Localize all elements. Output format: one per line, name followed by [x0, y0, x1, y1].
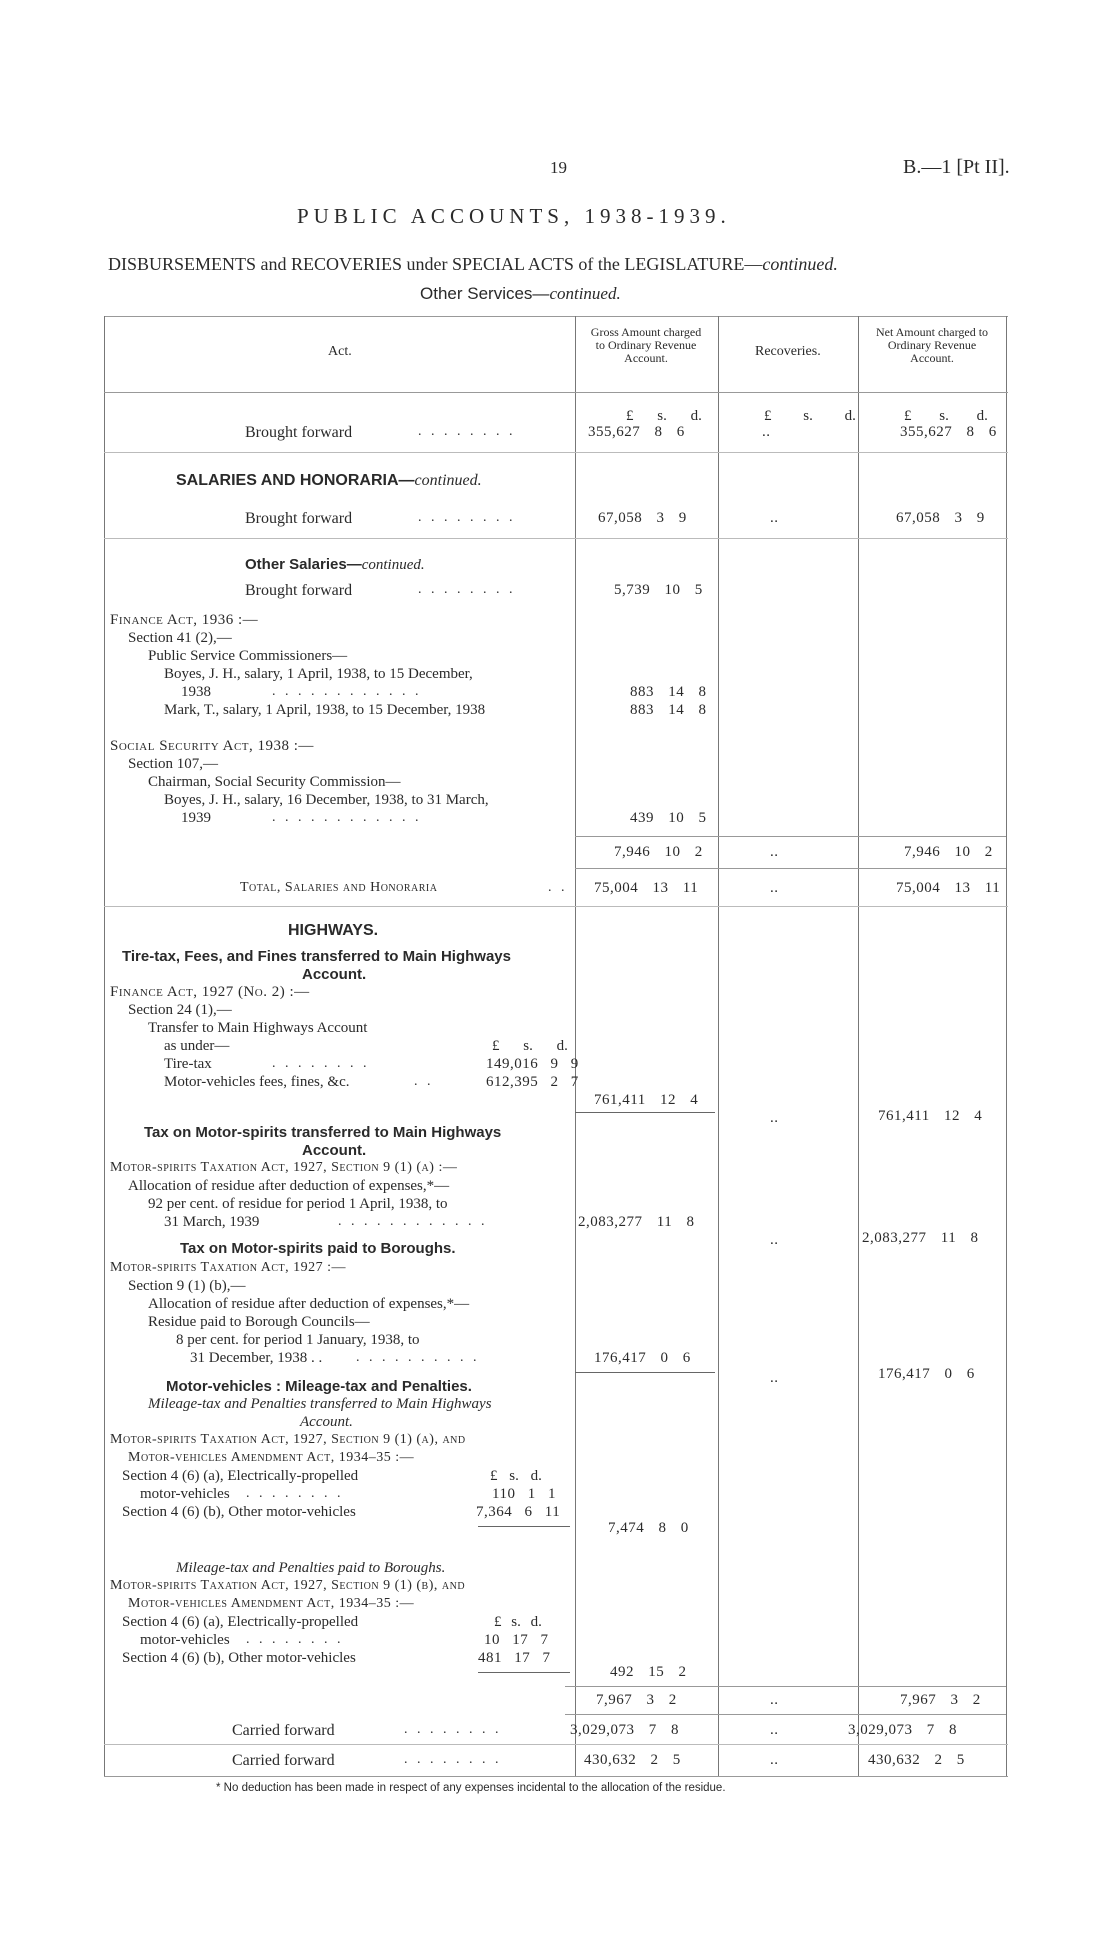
leader-dots: . . . . . . . . — [272, 1056, 370, 1071]
page-subtitle: DISBURSEMENTS and RECOVERIES under SPECIAL ACTS of the LEGISLATURE—continued. — [108, 254, 838, 274]
mileage-boroughs-subheading: Mileage-tax and Penalties paid to Boroughs. — [176, 1560, 446, 1576]
mileage-boroughs-s4b-amount: 481 17 7 — [478, 1650, 551, 1666]
salaries-brought-forward-recoveries: .. — [770, 510, 779, 526]
social-security-act: Social Security Act, 1938 :— — [110, 738, 314, 754]
salaries-total-label: Total, Salaries and Honoraria — [240, 880, 438, 895]
finance-act-1927-section: Section 24 (1),— — [128, 1002, 232, 1018]
amount-rule — [478, 1526, 570, 1527]
table-right-border — [1006, 316, 1007, 1776]
table-bottom-border — [104, 1776, 1008, 1777]
column-divider-act — [575, 316, 576, 1776]
motor-spirits-period: 31 March, 1939 — [164, 1214, 260, 1230]
finance-act-1927: Finance Act, 1927 (No. 2) :— — [110, 984, 310, 1000]
boyes-salary-line: Boyes, J. H., salary, 1 April, 1938, to 15 December, — [164, 666, 473, 682]
ssa-boyes-line: Boyes, J. H., salary, 16 December, 1938, to 31 March, — [164, 792, 489, 808]
ssa-section: Section 107,— — [128, 756, 218, 772]
mileage-tax-act: Motor-spirits Taxation Act, 1927, Section 9 (1) (a), and — [110, 1432, 466, 1447]
mileage-boroughs-gross: 492 15 2 — [610, 1664, 687, 1680]
mileage-boroughs-s4a-vehicles: motor-vehicles — [140, 1632, 230, 1648]
leader-dots: . . . . . . . . — [418, 510, 516, 525]
mileage-tax-subheading-account: Account. — [300, 1414, 353, 1430]
brought-forward-label: Brought forward — [245, 424, 353, 441]
subtotal-rule — [575, 868, 1006, 869]
motor-spirits-act: Motor-spirits Taxation Act, 1927, Section 9 (1) (a) :— — [110, 1160, 458, 1175]
page-number: 19 — [550, 158, 567, 177]
brought-forward-net: 355,627 8 6 — [900, 424, 997, 440]
document-reference: B.—1 [Pt II]. — [903, 156, 1010, 178]
mileage-boroughs-amendment-act: Motor-vehicles Amendment Act, 1934–35 :— — [128, 1596, 415, 1611]
motor-spirits-boroughs-allocation: Allocation of residue after deduction of expenses,*— — [148, 1296, 470, 1312]
mark-salary-amount: 883 14 8 — [630, 702, 707, 718]
section-title: Other Services—continued. — [420, 284, 621, 303]
salaries-subtotal-net: 7,946 10 2 — [904, 844, 993, 860]
column-header-gross: Gross Amount charged to Ordinary Revenue Account. — [590, 325, 702, 365]
amount-rule — [575, 1112, 715, 1113]
highways-heading: HIGHWAYS. — [288, 922, 379, 939]
tire-net: 761,411 12 4 — [878, 1108, 983, 1124]
brought-forward-gross: 355,627 8 6 — [588, 424, 685, 440]
tire-tax-heading: Tire-tax, Fees, and Fines transferred to Main Highways — [122, 948, 511, 965]
mileage-boroughs-act: Motor-spirits Taxation Act, 1927, Section 9 (1) (b), and — [110, 1578, 466, 1593]
other-salaries-heading: Other Salaries—continued. — [245, 556, 425, 573]
salaries-total-recoveries: .. — [770, 880, 779, 896]
mileage-tax-heading: Motor-vehicles : Mileage-tax and Penalties. — [166, 1378, 472, 1395]
mileage-tax-s4b-amount: 7,364 6 11 — [476, 1504, 561, 1520]
leader-dots: . . — [414, 1074, 434, 1089]
motor-spirits-percent: 92 per cent. of residue for period 1 April, 1938, to — [148, 1196, 448, 1212]
row-separator — [104, 906, 1008, 907]
leader-dots: . . . . . . . . — [246, 1486, 344, 1501]
motor-fees-label: Motor-vehicles fees, fines, &c. — [164, 1074, 350, 1090]
motor-spirits-gross: 2,083,277 11 8 — [578, 1214, 695, 1230]
other-salaries-brought-forward-label: Brought forward — [245, 582, 353, 599]
leader-dots: . . . . . . . . — [418, 582, 516, 597]
motor-fees-amount: 612,395 2 7 — [486, 1074, 579, 1090]
salaries-subtotal-gross: 7,946 10 2 — [614, 844, 703, 860]
units-net: £ s. d. — [904, 408, 988, 424]
motor-spirits-heading-account: Account. — [302, 1142, 367, 1159]
carried-forward-net: 430,632 2 5 — [868, 1752, 965, 1768]
psc-label: Public Service Commissioners— — [148, 648, 348, 664]
table-left-border — [104, 316, 105, 1776]
mileage-tax-subheading: Mileage-tax and Penalties transferred to Main Highways — [148, 1396, 492, 1412]
tire-tax-amount: 149,016 9 9 — [486, 1056, 579, 1072]
mileage-tax-gross: 7,474 8 0 — [608, 1520, 689, 1536]
subtotal-rule — [565, 1714, 1006, 1715]
row-separator — [104, 538, 1008, 539]
motor-spirits-boroughs-heading: Tax on Motor-spirits paid to Boroughs. — [180, 1240, 456, 1257]
mileage-tax-s4a-vehicles: motor-vehicles — [140, 1486, 230, 1502]
leader-dots: . . . . . . . . — [404, 1752, 502, 1767]
motor-spirits-boroughs-period: 31 December, 1938 . . — [190, 1350, 323, 1366]
mark-salary-line: Mark, T., salary, 1 April, 1938, to 15 December, 1938 — [164, 702, 486, 718]
boyes-salary-amount: 883 14 8 — [630, 684, 707, 700]
subtotal-rule — [565, 1686, 1006, 1687]
salaries-brought-forward-label: Brought forward — [245, 510, 353, 527]
motor-spirits-boroughs-act: Motor-spirits Taxation Act, 1927 :— — [110, 1260, 347, 1275]
page-title: PUBLIC ACCOUNTS, 1938-1939. — [297, 204, 731, 228]
mileage-tax-s4a: Section 4 (6) (a), Electrically-propelled — [122, 1468, 359, 1484]
column-header-recoveries: Recoveries. — [755, 344, 821, 359]
mileage-subtotal-recoveries: .. — [770, 1692, 779, 1708]
row-separator — [104, 452, 1008, 453]
carried-forward-recoveries: .. — [770, 1752, 779, 1768]
column-header-act: Act. — [328, 344, 352, 359]
motor-spirits-boroughs-percent: 8 per cent. for period 1 January, 1938, to — [176, 1332, 420, 1348]
brought-forward-recoveries: .. — [762, 424, 771, 440]
tire-gross: 761,411 12 4 — [594, 1092, 699, 1108]
ssa-chairman: Chairman, Social Security Commission— — [148, 774, 401, 790]
carried-forward-gross: 3,029,073 7 8 — [570, 1722, 679, 1738]
carried-forward-label: Carried forward — [232, 1722, 335, 1739]
leader-dots: . . . . . . . . . . — [356, 1350, 480, 1365]
mileage-boroughs-s4a: Section 4 (6) (a), Electrically-propelled — [122, 1614, 359, 1630]
column-divider-gross — [718, 316, 719, 1776]
salaries-heading: SALARIES AND HONORARIA—continued. — [176, 472, 482, 489]
units-gross: £ s. d. — [626, 408, 702, 424]
motor-spirits-heading: Tax on Motor-spirits transferred to Main Highways — [144, 1124, 502, 1141]
subtotal-rule — [575, 836, 1006, 837]
ssa-boyes-year: 1939 — [181, 810, 211, 826]
table-top-border — [104, 316, 1008, 317]
amount-rule — [575, 1372, 715, 1373]
finance-act-1936: Finance Act, 1936 :— — [110, 612, 259, 628]
salaries-total-net: 75,004 13 11 — [896, 880, 1001, 896]
other-salaries-brought-forward-gross: 5,739 10 5 — [614, 582, 703, 598]
leader-dots: . . . . . . . . . . . . — [338, 1214, 488, 1229]
salaries-brought-forward-gross: 67,058 3 9 — [598, 510, 687, 526]
motor-spirits-recoveries: .. — [770, 1232, 779, 1248]
leader-dots: . . . . . . . . . . . . — [272, 684, 422, 699]
motor-spirits-boroughs-section: Section 9 (1) (b),— — [128, 1278, 246, 1294]
leader-dots: . . . . . . . . — [418, 424, 516, 439]
mileage-tax-s4b: Section 4 (6) (b), Other motor-vehicles — [122, 1504, 356, 1520]
leader-dots: . . . . . . . . — [246, 1632, 344, 1647]
ssa-boyes-amount: 439 10 5 — [630, 810, 707, 826]
mileage-tax-amendment-act: Motor-vehicles Amendment Act, 1934–35 :— — [128, 1450, 415, 1465]
leader-dots: . . . . . . . . . . . . — [272, 810, 422, 825]
mileage-tax-units: £ s. d. — [490, 1468, 542, 1484]
tire-units: £ s. d. — [492, 1038, 568, 1054]
tire-tax-heading-account: Account. — [302, 966, 367, 983]
motor-spirits-boroughs-gross: 176,417 0 6 — [594, 1350, 691, 1366]
motor-spirits-allocation: Allocation of residue after deduction of expenses,*— — [128, 1178, 450, 1194]
mileage-boroughs-units: £ s. d. — [494, 1614, 542, 1630]
boyes-salary-year: 1938 — [181, 684, 211, 700]
carried-forward-gross: 430,632 2 5 — [584, 1752, 681, 1768]
units-recoveries: £ s. d. — [764, 408, 856, 424]
salaries-subtotal-recoveries: .. — [770, 844, 779, 860]
carried-forward-net: 3,029,073 7 8 — [848, 1722, 957, 1738]
header-separator — [104, 392, 1008, 393]
mileage-subtotal-net: 7,967 3 2 — [900, 1692, 981, 1708]
leader-dots: . . . . . . . . — [404, 1722, 502, 1737]
salaries-brought-forward-net: 67,058 3 9 — [896, 510, 985, 526]
mileage-boroughs-s4b: Section 4 (6) (b), Other motor-vehicles — [122, 1650, 356, 1666]
transfer-label: Transfer to Main Highways Account — [148, 1020, 368, 1036]
carried-forward-label: Carried forward — [232, 1752, 335, 1769]
tire-recoveries: .. — [770, 1110, 779, 1126]
row-separator — [104, 1744, 1008, 1745]
footnote: * No deduction has been made in respect of any expenses incidental to the allocation of the residue. — [216, 1782, 726, 1794]
motor-spirits-boroughs-net: 176,417 0 6 — [878, 1366, 975, 1382]
tire-tax-label: Tire-tax — [164, 1056, 212, 1072]
carried-forward-recoveries: .. — [770, 1722, 779, 1738]
salaries-total-gross: 75,004 13 11 — [594, 880, 699, 896]
mileage-tax-s4a-amount: 110 1 1 — [492, 1486, 556, 1502]
motor-spirits-boroughs-recoveries: .. — [770, 1370, 779, 1386]
column-header-net: Net Amount charged to Ordinary Revenue Account. — [875, 325, 989, 365]
finance-act-section: Section 41 (2),— — [128, 630, 232, 646]
transfer-as-under: as under— — [164, 1038, 230, 1054]
motor-spirits-net: 2,083,277 11 8 — [862, 1230, 979, 1246]
motor-spirits-boroughs-residue: Residue paid to Borough Councils— — [148, 1314, 370, 1330]
leader-dots: . . — [548, 880, 568, 895]
amount-rule — [478, 1672, 570, 1673]
mileage-boroughs-s4a-amount: 10 17 7 — [484, 1632, 549, 1648]
column-divider-recoveries — [858, 316, 859, 1776]
mileage-subtotal-gross: 7,967 3 2 — [596, 1692, 677, 1708]
